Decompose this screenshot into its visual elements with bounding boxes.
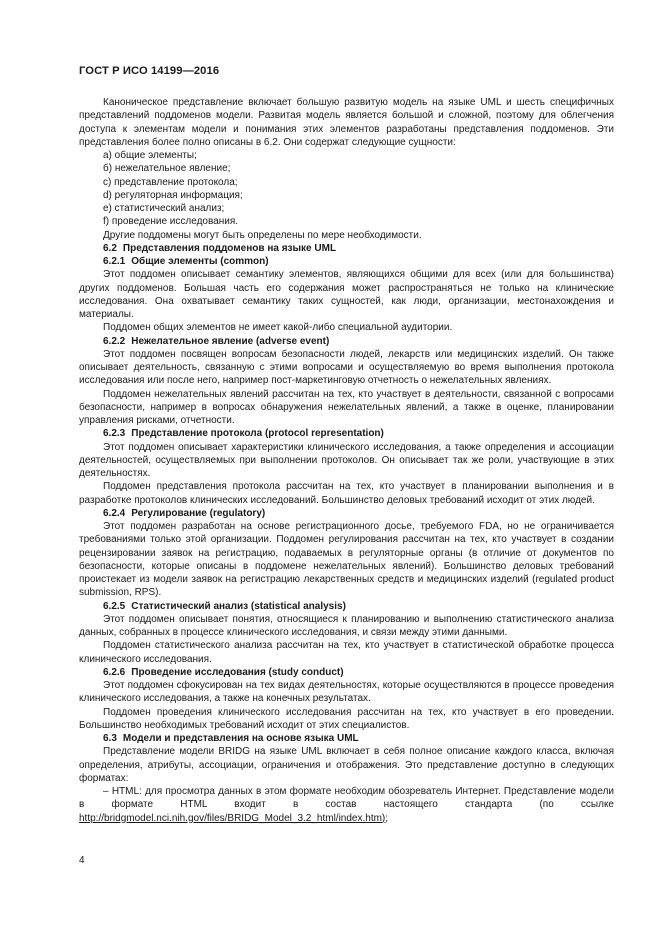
list-item: f) проведение исследования. xyxy=(103,216,239,228)
document-body xyxy=(79,96,614,825)
section-number: 6.2 xyxy=(103,242,117,254)
section-title: Представление протокола (protocol representation) xyxy=(131,428,384,440)
intro-paragraph: Каноническое представление включает большую развитую модель на языке UML и шесть специфичных представлений поддоменов модели. Развитая модель является большой и сложной, поэтому для облегчения доступа к элементам модели и понимания этих элементов разработаны представления поддоменов. Эти представления более полно описаны в 6.2. Они содержат следующие сущности: xyxy=(79,97,614,148)
section-number: 6.2.4 xyxy=(103,507,126,519)
section-title: Регулирование (regulatory) xyxy=(131,507,266,519)
body-paragraph: Поддомен нежелательных явлений рассчитан на тех, кто участвует в деятельности, связанной с вопросами безопасности, например в вопросах обнаружения нежелательных явлений, а также в оценке, планировании управления рисками, отчетности. xyxy=(79,388,614,426)
body-paragraph: Этот поддомен описывает характеристики клинического исследования, а также определения и ассоциации деятельностей, осуществляемых при выполнении протоколов. Он описывает так же роли, участвующие в этих деятельностях. xyxy=(79,441,614,479)
body-paragraph: Представление модели BRIDG на языке UML включает в себя полное описание каждого класса, включая определения, атрибуты, ассоциации, ограничения и отображения. Это представление доступно в следующих форматах: xyxy=(79,746,614,784)
body-paragraph: Поддомен проведения клинического исследования рассчитан на тех, кто участвует в его проведении. Большинство необходимых требований исходит от этих специалистов. xyxy=(79,706,614,731)
body-paragraph: Этот поддомен сфокусирован на тех видах деятельностях, которые осуществляются в процессе проведения клинического исследования, а также на конечных результатах. xyxy=(79,680,614,705)
section-heading-6-2 xyxy=(79,242,614,255)
body-paragraph: Поддомен общих элементов не имеет какой-либо специальной аудитории. xyxy=(103,322,453,334)
page-number: 4 xyxy=(79,855,85,866)
section-number: 6.2.2 xyxy=(103,335,126,347)
section-number: 6.3 xyxy=(103,733,117,744)
body-paragraph: Поддомен статистического анализа рассчитан на тех, кто участвует в статистической обработке процесса клинического исследования. xyxy=(79,640,614,665)
section-heading-6-2-5 xyxy=(79,600,614,613)
section-number: 6.2.3 xyxy=(103,428,126,440)
section-number: 6.2.1 xyxy=(103,256,126,267)
section-title: Проведение исследования (study conduct) xyxy=(131,666,344,678)
list-item: d) регуляторная информация; xyxy=(103,189,243,201)
body-paragraph xyxy=(79,785,614,825)
list-item: е) статистический анализ; xyxy=(103,203,225,214)
section-heading-6-2-1 xyxy=(79,255,614,268)
list-item: б) нежелательное явление; xyxy=(103,163,231,175)
section-title: Нежелательное явление (adverse event) xyxy=(131,335,330,347)
body-paragraph: Поддомен представления протокола рассчитан на тех, кто участвует в планировании выполнения и в разработке протоколов клинических исследований. Большинство деловых требований исходит от этих людей. xyxy=(79,481,614,506)
section-heading-6-2-4 xyxy=(79,507,614,520)
list-item: а) общие элементы; xyxy=(103,150,197,161)
section-heading-6-3 xyxy=(79,732,614,745)
section-title: Представления поддоменов на языке UML xyxy=(122,242,337,254)
section-heading-6-2-2 xyxy=(79,335,614,348)
section-heading-6-2-6 xyxy=(79,666,614,679)
body-paragraph: Этот поддомен описывает семантику элементов, являющихся общими для всех (или для большинства) других поддоменов. Большая часть его содержания может распространяться не только на клинические исследования. Она охватывает семантику таких сущностей, как люди, организации, местонахождения и материалы. xyxy=(79,269,614,320)
body-paragraph: Этот поддомен посвящен вопросам безопасности людей, лекарств или медицинских изделий. Он также описывает деятельность, связанную с этими вопросами и осуществляемую во время выполнения протокола исследования или после него, например пост-маркетинговую отчетность о нежелательных явлениях. xyxy=(79,348,614,387)
section-number: 6.2.5 xyxy=(103,600,126,612)
section-title: Общие элементы (common) xyxy=(131,256,269,267)
section-title: Статистический анализ (statistical analysis) xyxy=(131,600,346,612)
body-paragraph: Этот поддомен описывает понятия, относящиеся к планированию и выполнению статистического анализа данных, собранных в процессе клинического исследования, и связи между этими данными. xyxy=(79,613,614,638)
list-item: с) представление протокола; xyxy=(103,176,238,188)
document-header: ГОСТ Р ИСО 14199—2016 xyxy=(79,65,220,77)
intro-paragraph: Другие поддомены могут быть определены по мере необходимости. xyxy=(103,229,422,241)
section-heading-6-2-3 xyxy=(79,427,614,440)
body-paragraph: Этот поддомен разработан на основе регистрационного досье, требуемого FDA, но не ограничивается требованиями только этой организации. Поддомен регулирования рассчитан на тех, кто участвует в создании рецензировании заявок на регистрацию, подаваемых в регуляторные органы (в отличие от документов по безопасности, которые описаны в поддомене нежелательных явлений). Большинство деловых требований проистекает из модели заявок на регистрацию лекарственных средств и медицинских изделий (regulated product submission, RPS). xyxy=(79,521,614,599)
section-title: Модели и представления на основе языка UML xyxy=(122,733,359,744)
html-format-description: – HTML: для просмотра данных в этом формате необходим обозреватель Интернет. Представление модели в формате HTML входит в состав настоящего стандарта (по ссылке xyxy=(79,786,614,811)
bridg-model-link[interactable]: http://bridgmodel.nci.nih.gov/files/BRIDG_Model_3.2_html/index.htm); xyxy=(79,812,389,824)
section-number: 6.2.6 xyxy=(103,666,126,678)
